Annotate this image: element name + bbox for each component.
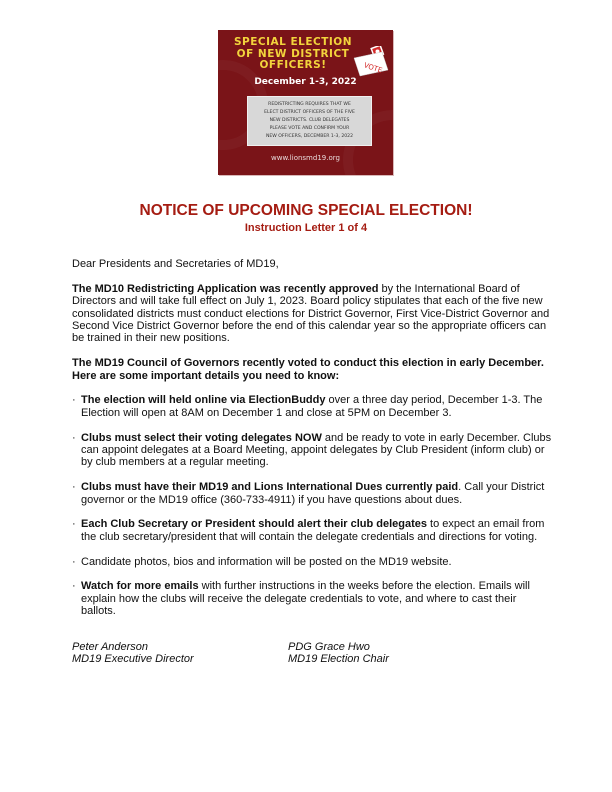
item-bold: Clubs must select their voting delegates NOW <box>81 431 322 444</box>
item-text: with further instructions in the weeks before the election. Emails will explain how the clubs will receive the delegate credentials to vote, and where to cast their ballots. <box>81 580 530 618</box>
banner-title-line: SPECIAL ELECTION <box>233 36 353 48</box>
list-item <box>72 432 552 469</box>
signature-block <box>288 641 389 666</box>
paragraph-council <box>72 357 552 382</box>
item-bold: Each Club Secretary or President should alert their club delegates <box>81 518 427 531</box>
banner-title <box>218 37 368 72</box>
salutation: Dear Presidents and Secretaries of MD19, <box>72 258 279 270</box>
paragraph-bold: The MD19 Council of Governors recently voted to conduct this election in early December. Here are some important details you need to know: <box>72 357 544 382</box>
banner-box-line: ELECT DISTRICT OFFICERS OF THE FIVE <box>264 110 355 115</box>
details-list <box>72 394 552 617</box>
banner-url: www.lionsmd19.org <box>271 154 340 162</box>
signature-block <box>72 641 194 666</box>
banner-date: December 1-3, 2022 <box>254 77 357 87</box>
paragraph-approval <box>72 283 552 345</box>
list-item <box>72 580 552 617</box>
paragraph-bold: The MD10 Redistricting Application was recently approved <box>72 282 379 295</box>
list-item <box>72 481 552 506</box>
item-text: over a three day period, December 1-3. The Election will open at 8AM on December 1 and close at 5PM on December 3. <box>81 394 543 419</box>
letter-body <box>72 258 552 630</box>
signer-name: Peter Anderson <box>72 641 149 653</box>
bullet-icon: · <box>72 518 76 531</box>
banner-box-line: PLEASE VOTE AND CONFIRM YOUR <box>269 126 350 131</box>
banner-box-line: NEW OFFICERS, DECEMBER 1-3, 2022 <box>265 134 354 139</box>
signer-title: MD19 Executive Director <box>72 653 194 666</box>
list-item <box>72 394 552 419</box>
signer-title: MD19 Election Chair <box>288 653 389 666</box>
list-item <box>72 556 552 568</box>
banner-title-line: OF NEW DISTRICT <box>236 47 350 60</box>
bullet-icon: · <box>72 580 76 593</box>
banner-title-line: OFFICERS! <box>259 59 327 71</box>
bullet-icon: · <box>72 555 76 568</box>
page-subtitle: Instruction Letter 1 of 4 <box>244 222 368 234</box>
item-text: to expect an email from the club secretary/president that will contain the delegate credentials and directions for voting. <box>81 518 545 543</box>
paragraph-text: by the International Board of Directors and will take full effect on July 1, 2023. Board policy stipulates that each of the five new consolidated districts must conduct elections for District Governor, First Vice-District Governor and Second Vice District Governor before the end of this calendar year so the appropriate officers can be trained in their new positions. <box>72 282 550 345</box>
item-bold: Watch for more emails <box>81 580 199 593</box>
bullet-icon: · <box>72 481 76 494</box>
banner-box-line: REDISTRICTING REQUIRES THAT WE <box>268 102 351 107</box>
item-bold: Clubs must have their MD19 and Lions International Dues currently paid <box>81 481 459 494</box>
banner-box-line: NEW DISTRICTS. CLUB DELEGATES <box>269 118 350 123</box>
svg-text:VOTE: VOTE <box>362 61 384 75</box>
item-text: and be ready to vote in early December. Clubs can appoint delegates at a Board Meeting, appoint delegates by Club President (inform club) or by club members at a regular meeting. <box>81 431 552 469</box>
bullet-icon: · <box>72 431 76 444</box>
page-title: NOTICE OF UPCOMING SPECIAL ELECTION! <box>139 202 473 219</box>
banner-info-box <box>247 96 372 146</box>
list-item <box>72 518 552 543</box>
bullet-icon: · <box>72 394 76 407</box>
item-bold: The election will held online via ElectionBuddy <box>81 394 326 407</box>
item-text: Candidate photos, bios and information will be posted on the MD19 website. <box>81 555 452 568</box>
ballot-box-icon <box>352 46 390 78</box>
item-text: . Call your District governor or the MD19 office (360-733-4911) if you have questions about dues. <box>81 481 545 506</box>
signer-name: PDG Grace Hwo <box>288 641 370 653</box>
election-banner-image <box>218 30 393 175</box>
